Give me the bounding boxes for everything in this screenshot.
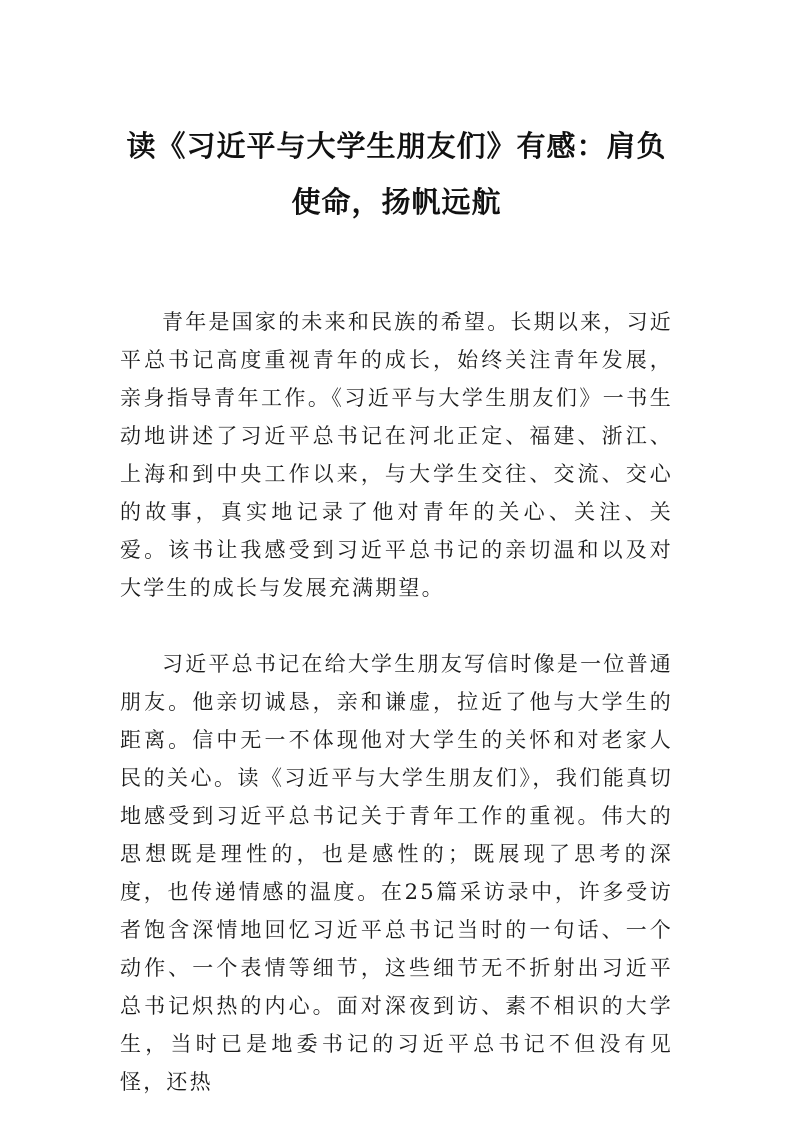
paragraph-2: 习近平总书记在给大学生朋友写信时像是一位普通朋友。他亲切诚恳，亲和谦虚，拉近了他与大学生的距离。信中无一不体现他对大学生的关怀和对老家人民的关心。读《习近平与大学生朋友们》，我们能真切地感受到习近平总书记关于青年工作的重视。伟大的思想既是理性的，也是感性的；既展现了思考的深度，也传递情感的温度。在25篇采访录中，许多受访者饱含深情地回忆习近平总书记当时的一句话、一个动作、一个表情等细节，这些细节无不折射出习近平总书记炽热的内心。面对深夜到访、素不相识的大学生，当时已是地委书记的习近平总书记不但没有见怪，还热 (120, 652, 673, 1094)
document-body (120, 303, 673, 1101)
document-title: 读《习近平与大学生朋友们》有感：肩负使命，扬帆远航 (126, 129, 667, 219)
paragraph-1: 青年是国家的未来和民族的希望。长期以来，习近平总书记高度重视青年的成长，始终关注青年发展，亲身指导青年工作。《习近平与大学生朋友们》一书生动地讲述了习近平总书记在河北正定、福建、浙江、上海和到中央工作以来，与大学生交往、交流、交心的故事，真实地记录了他对青年的关心、关注、关爱。该书让我感受到习近平总书记的亲切温和以及对大学生的成长与发展充满期望。 (120, 310, 673, 600)
